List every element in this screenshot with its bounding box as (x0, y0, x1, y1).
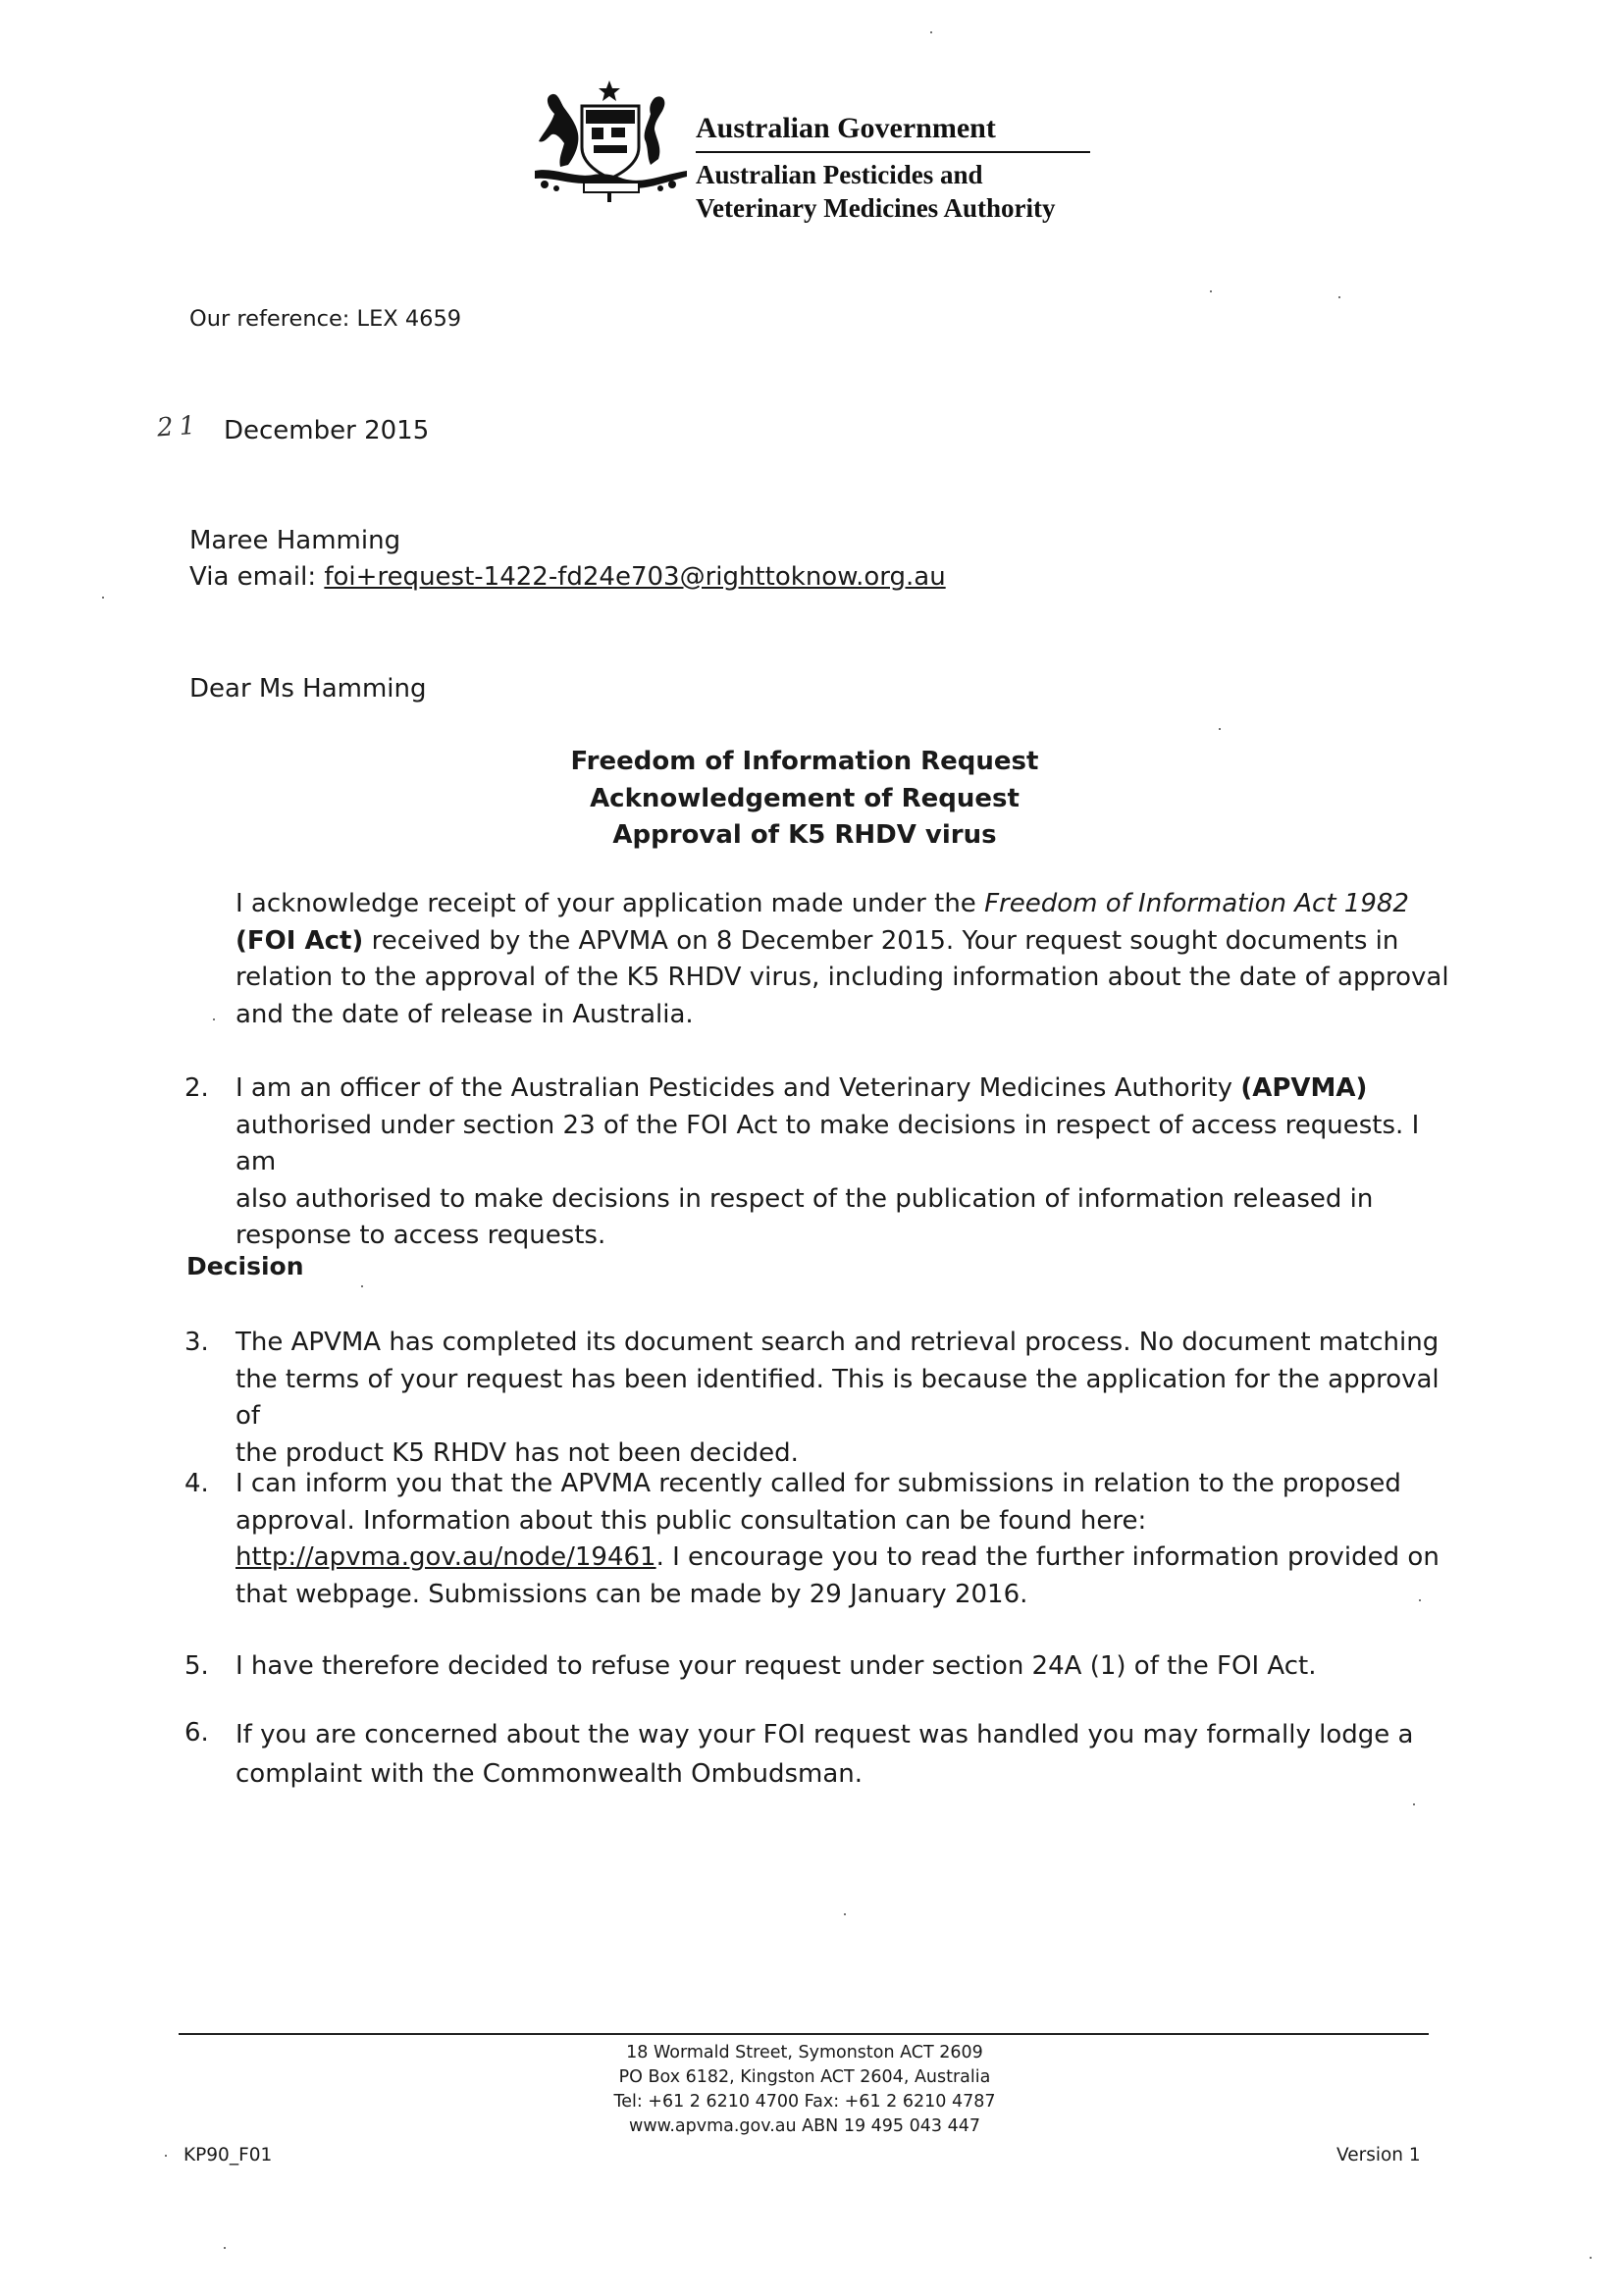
p2-line-1: I am an officer of the Australian Pesticides and Veterinary Medicines Authority (APVMA) (236, 1073, 1368, 1103)
p5-number: 5. (184, 1651, 209, 1681)
paragraph-3 (236, 1325, 1452, 1472)
footer-address (510, 2041, 1099, 2139)
scan-speck (213, 1018, 215, 1020)
footer-phone: Tel: +61 2 6210 4700 Fax: +61 2 6210 4787 (613, 2092, 996, 2112)
recipient-name: Maree Hamming (189, 526, 401, 555)
form-code: KP90_F01 (183, 2145, 273, 2166)
decision-heading: Decision (186, 1252, 304, 1280)
act-title: Freedom of Information Act 1982 (984, 889, 1409, 918)
p2-line-4: response to access requests. (236, 1221, 606, 1250)
scan-speck (1210, 290, 1212, 292)
p6-number: 6. (184, 1718, 209, 1748)
scan-speck (1338, 296, 1340, 298)
email-label: Via email: (189, 562, 325, 592)
our-reference: Our reference: LEX 4659 (189, 306, 462, 332)
p2-line-3: also authorised to make decisions in respect of the publication of information released in (236, 1183, 1374, 1214)
scan-speck (1590, 2257, 1592, 2259)
coat-of-arms-icon (525, 77, 697, 204)
scan-speck (844, 1913, 846, 1915)
p6-line-1: If you are concerned about the way your FOI request was handled you may formally lodge a (236, 1720, 1414, 1749)
scan-speck (1419, 1599, 1421, 1601)
p4-line-4: that webpage. Submissions can be made by 29 January 2016. (236, 1579, 1028, 1609)
scan-speck (1219, 728, 1221, 730)
recipient-email-line (189, 559, 946, 597)
p3-line-2: the terms of your request has been identified. This is because the application for the approval of (236, 1364, 1440, 1431)
letterhead (525, 77, 1094, 234)
scan-speck (224, 2247, 226, 2249)
scan-speck (1413, 1803, 1415, 1805)
letterhead-rule (696, 151, 1090, 153)
p1-line-3: relation to the approval of the K5 RHDV virus, including information about the date of approval (236, 963, 1449, 992)
p4-line-3: http://apvma.gov.au/node/19461. I encourage you to read the further information provided on (236, 1542, 1440, 1572)
handwritten-day: 21 (156, 410, 203, 444)
letter-date: December 2015 (224, 416, 430, 445)
footer-rule (179, 2033, 1429, 2035)
paragraph-5: I have therefore decided to refuse your request under section 24A (1) of the FOI Act. (236, 1651, 1317, 1681)
p1-line-4: and the date of release in Australia. (236, 999, 694, 1029)
p2-line-2: authorised under section 23 of the FOI Act to make decisions in respect of access requests. I am (236, 1110, 1420, 1176)
p1-line-1: I acknowledge receipt of your application made under the Freedom of Information Act 1982 (236, 889, 1409, 918)
scan-speck (102, 597, 104, 599)
subject-line-1: Freedom of Information Request (570, 747, 1039, 776)
subject-line-2: Acknowledgement of Request (590, 783, 1020, 813)
footer-web: www.apvma.gov.au ABN 19 495 043 447 (629, 2116, 980, 2136)
government-title: Australian Government (696, 112, 996, 144)
p4-number: 4. (184, 1469, 209, 1498)
agency-name-line1: Australian Pesticides and (696, 160, 983, 189)
scan-speck (930, 31, 932, 33)
p3-line-1: The APVMA has completed its document search and retrieval process. No document matching (236, 1328, 1440, 1357)
salutation: Dear Ms Hamming (189, 674, 427, 704)
agency-name-line2: Veterinary Medicines Authority (696, 193, 1056, 223)
p6-line-2: complaint with the Commonwealth Ombudsman. (236, 1759, 863, 1789)
p4-line-2: approval. Information about this public consultation can be found here: (236, 1505, 1147, 1536)
paragraph-4 (236, 1466, 1452, 1613)
paragraph-1 (236, 886, 1452, 1033)
p2-number: 2. (184, 1073, 209, 1103)
p1-line-2: (FOI Act) received by the APVMA on 8 December 2015. Your request sought documents in (236, 925, 1399, 956)
subject-line-3: Approval of K5 RHDV virus (612, 820, 997, 850)
scan-speck (361, 1285, 363, 1287)
footer-street: 18 Wormald Street, Symonston ACT 2609 (626, 2043, 983, 2062)
scan-speck (165, 2155, 167, 2157)
subject-block (510, 744, 1099, 855)
consultation-link[interactable]: http://apvma.gov.au/node/19461 (236, 1542, 656, 1572)
p3-number: 3. (184, 1328, 209, 1357)
p4-line-1: I can inform you that the APVMA recently called for submissions in relation to the proposed (236, 1469, 1401, 1498)
version-label: Version 1 (1336, 2145, 1421, 2166)
footer-po-box: PO Box 6182, Kingston ACT 2604, Australia (618, 2067, 991, 2087)
paragraph-6 (236, 1715, 1452, 1794)
recipient-email-link[interactable]: foi+request-1422-fd24e703@righttoknow.org.au (324, 562, 946, 592)
paragraph-2 (236, 1070, 1452, 1255)
p3-line-3: the product K5 RHDV has not been decided. (236, 1437, 799, 1468)
